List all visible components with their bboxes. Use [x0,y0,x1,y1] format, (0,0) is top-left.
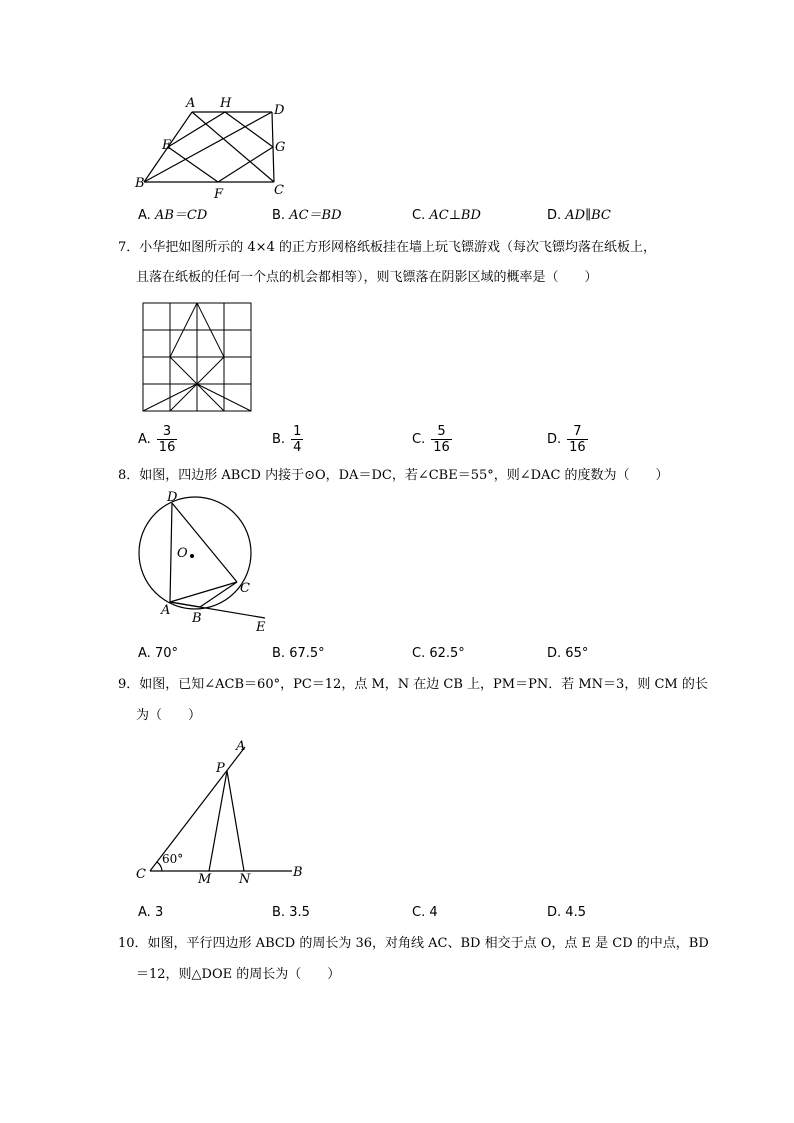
q6-label-a: A [186,96,196,111]
q6-label-g: G [275,140,286,155]
q6-label-f: F [214,187,224,202]
q8-option-c: C. 62.5° [412,646,465,661]
q9-angle-label: 60° [162,852,184,866]
q6-label-c: C [274,183,284,198]
q8-text-line1: 8．如图，四边形 ABCD 内接于⊙O，DA＝DC，若∠CBE＝55°，则∠DAC 的度数为（ ） [118,468,669,483]
q8-option-d: D. 65° [547,646,589,661]
q7-text-line1: 7．小华把如图所示的 4×4 的正方形网格纸板挂在墙上玩飞镖游戏（每次飞镖均落在纸板上， [118,240,656,255]
q8-label-d: D [167,490,178,505]
q7-grid-figure [142,302,254,414]
q8-label-a: A [161,603,171,618]
q8-label-o: O [177,546,188,561]
q8-label-c: C [240,581,250,596]
q6-option-d: D. AD∥BC [547,208,611,223]
q6-option-b: B. AC＝BD [272,208,342,223]
q9-option-b: B. 3.5 [272,905,310,920]
q7-option-d: D. $\frac{7}{16}$ [547,424,586,455]
q9-option-d: D. 4.5 [547,905,586,920]
q7-option-c: C. $\frac{5}{16}$ [412,424,450,455]
q8-option-b: B. 67.5° [272,646,325,661]
q7-option-a: A. $\frac{3}{16}$ [138,424,176,455]
q9-label-a: A [236,739,246,754]
q9-label-n: N [239,872,251,887]
q8-label-e: E [256,620,266,635]
q6-option-a: A. AB＝CD [138,208,208,223]
q6-option-c: C. AC⊥BD [412,208,481,223]
q6-label-d: D [274,103,285,118]
q6-figure [130,92,300,202]
q8-center-point [190,554,194,558]
q9-label-b: B [293,865,303,880]
q10-text-line2: ＝12，则△DOE 的周长为（ ） [136,967,341,982]
q6-label-h: H [220,96,232,111]
q6-label-e: E [162,138,172,153]
q8-circle-figure [130,490,280,635]
q9-option-a: A. 3 [138,905,164,920]
q9-label-c: C [136,867,146,882]
q9-angle-figure [132,735,312,890]
q9-option-c: C. 4 [412,905,438,920]
q7-option-b: B. $\frac{1}{4}$ [272,424,302,455]
q9-label-m: M [198,872,212,887]
q9-text-line1: 9．如图，已知∠ACB＝60°，PC＝12，点 M，N 在边 CB 上，PM＝PN．若 MN＝3，则 CM 的长 [118,677,708,692]
q9-label-p: P [216,761,225,776]
q9-text-line2: 为（ ） [136,708,202,723]
q8-option-a: A. 70° [138,646,178,661]
q7-text-line2: 且落在纸板的任何一个点的机会都相等），则飞镖落在阴影区域的概率是（ ） [136,270,598,285]
q8-label-b: B [192,611,202,626]
q6-label-b: B [135,176,145,191]
q10-text-line1: 10．如图，平行四边形 ABCD 的周长为 36，对角线 AC、BD 相交于点 O，点 E 是 CD 的中点，BD [118,936,709,951]
